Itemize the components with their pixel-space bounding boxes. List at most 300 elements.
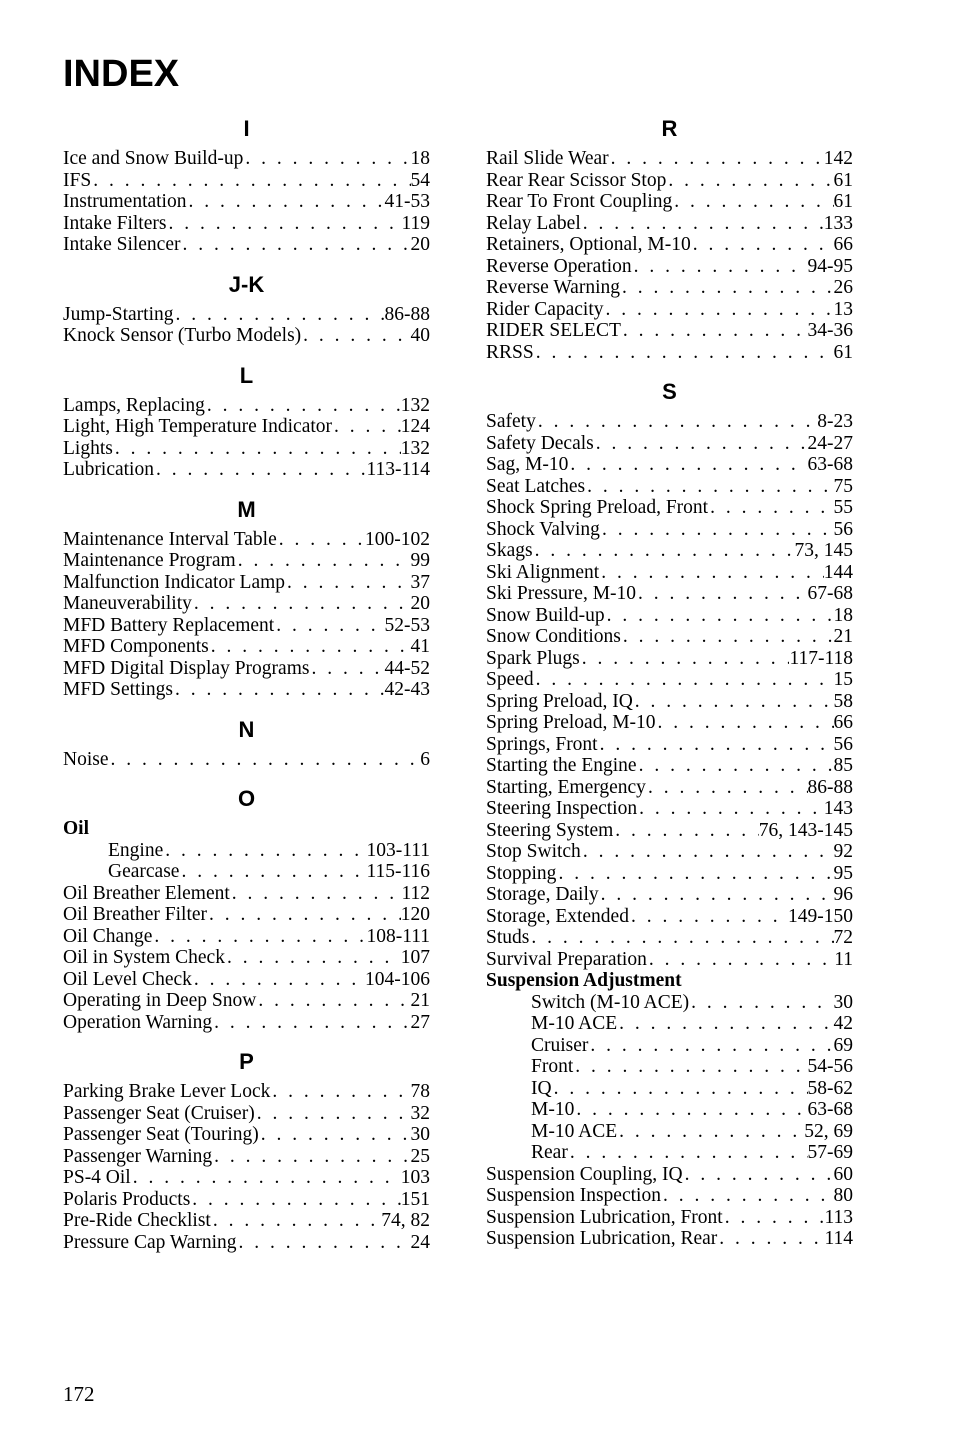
entry-label: Ice and Snow Build-up: [63, 148, 244, 169]
dot-leader: [605, 605, 834, 627]
entry-label: Studs: [486, 927, 530, 948]
entry-pages: 133: [823, 212, 853, 234]
dot-leader: [277, 529, 365, 551]
index-entry: [486, 170, 853, 192]
dot-leader: [588, 1035, 833, 1057]
entry-pages: 149-150: [788, 905, 853, 927]
entry-label: Survival Preparation: [486, 948, 647, 970]
index-entry: [486, 320, 853, 342]
index-entry: [63, 990, 430, 1012]
entry-pages: 66: [833, 712, 853, 733]
entry-pages: 113-114: [366, 459, 430, 480]
dot-leader: [166, 213, 401, 235]
entry-pages: 132: [400, 437, 430, 459]
entry-label: Rear: [531, 1142, 568, 1163]
entry-label: Spring Preload, M-10: [486, 712, 656, 733]
entry-pages: 61: [833, 169, 853, 191]
index-entry: [486, 148, 853, 170]
index-entry: [486, 497, 853, 519]
entry-pages: 57-69: [807, 1142, 853, 1163]
index-entry: [486, 841, 853, 863]
index-entry: [486, 626, 853, 648]
index-entry: [486, 691, 853, 713]
index-entry: [63, 438, 430, 460]
entry-pages: 73, 145: [794, 540, 853, 561]
entry-pages: 26: [833, 277, 853, 298]
entry-pages: 142: [823, 148, 853, 169]
dot-leader: [209, 636, 411, 658]
entry-pages: 24-27: [807, 432, 853, 454]
dot-leader: [173, 679, 385, 701]
entry-label: Ski Alignment: [486, 561, 600, 583]
entry-label: Lamps, Replacing: [63, 394, 205, 416]
index-entry: [63, 947, 430, 969]
dot-leader: [534, 342, 834, 364]
index-entry: [486, 583, 853, 605]
entry-pages: 120: [400, 904, 430, 925]
index-section: [63, 715, 430, 771]
dot-leader: [620, 277, 834, 299]
index-column-left: [63, 112, 430, 1267]
index-entry: [486, 562, 853, 584]
entry-label: Oil Breather Element: [63, 882, 230, 904]
entry-label: Storage, Extended: [486, 905, 629, 927]
entry-label: Malfunction Indicator Lamp: [63, 571, 286, 593]
entry-pages: 18: [410, 148, 430, 169]
dot-leader: [609, 148, 824, 170]
dot-leader: [594, 433, 808, 455]
index-entry: [63, 572, 430, 594]
index-entry: [486, 949, 853, 971]
dot-leader: [617, 1121, 804, 1143]
dot-leader: [617, 1013, 833, 1035]
entry-pages: 92: [833, 841, 853, 862]
entry-label: MFD Components: [63, 636, 209, 657]
index-entry: [486, 798, 853, 820]
dot-leader: [285, 572, 410, 594]
dot-leader: [632, 256, 808, 278]
entry-label: Maintenance Interval Table: [63, 528, 277, 550]
entry-pages: 55: [833, 497, 853, 518]
section-letter: M: [237, 496, 256, 522]
index-entry: [63, 170, 430, 192]
entry-pages: 143: [823, 798, 853, 819]
index-entry: [63, 213, 430, 235]
dot-leader: [637, 798, 824, 820]
dot-leader: [656, 712, 834, 734]
entry-label: Intake Silencer: [63, 234, 181, 255]
entry-pages: 58-62: [807, 1077, 853, 1099]
section-letter: J-K: [228, 271, 265, 297]
entry-label: Operation Warning: [63, 1011, 213, 1033]
index-entry: [486, 342, 853, 364]
entry-pages: 108-111: [366, 925, 430, 947]
dot-leader: [174, 304, 385, 326]
entry-label: Polaris Products: [63, 1188, 191, 1210]
dot-leader: [274, 615, 384, 637]
dot-leader: [574, 1099, 807, 1121]
index-entry: [486, 540, 853, 562]
index-subentry: [486, 1035, 853, 1057]
index-entry: [63, 1232, 430, 1254]
entry-pages: 56: [833, 733, 853, 755]
index-section: [63, 114, 430, 256]
dot-leader: [237, 1232, 411, 1254]
dot-leader: [152, 926, 366, 948]
entry-label: Light, High Temperature Indicator: [63, 416, 333, 437]
entry-label: Retainers, Optional, M-10: [486, 234, 691, 255]
entry-pages: 20: [410, 234, 430, 255]
entry-label: Pressure Cap Warning: [63, 1231, 237, 1253]
entry-label: Suspension Lubrication, Front: [486, 1206, 723, 1228]
dot-leader: [666, 170, 833, 192]
entry-pages: 42-43: [384, 679, 430, 700]
entry-pages: 103: [400, 1167, 430, 1188]
entry-label: MFD Settings: [63, 679, 173, 700]
index-subentry: [63, 861, 430, 883]
index-entry: [486, 605, 853, 627]
entry-label: Snow Conditions: [486, 626, 621, 647]
index-entry: [63, 658, 430, 680]
index-subentry: [63, 840, 430, 862]
index-entry: [63, 459, 430, 481]
entry-label: Intake Filters: [63, 212, 167, 234]
entry-pages: 56: [833, 518, 853, 540]
entry-label: Switch (M-10 ACE): [531, 991, 690, 1013]
index-entry: [63, 1210, 430, 1232]
index-entry: [486, 820, 853, 842]
index-entry: [63, 1167, 430, 1189]
entry-label: Sag, M-10: [486, 454, 569, 475]
dot-leader: [163, 840, 366, 862]
dot-leader: [109, 749, 421, 771]
dot-leader: [691, 234, 834, 256]
entry-pages: 11: [834, 948, 853, 970]
section-letter: P: [239, 1049, 254, 1074]
entry-label: Oil in System Check: [63, 947, 225, 968]
entry-label: Suspension Lubrication, Rear: [486, 1228, 718, 1249]
dot-leader: [708, 497, 833, 519]
index-entry: [486, 927, 853, 949]
index-entry: [486, 433, 853, 455]
entry-pages: 61: [833, 341, 853, 363]
index-entry: [63, 529, 430, 551]
entry-pages: 95: [833, 862, 853, 884]
index-entry: [486, 234, 853, 256]
entry-label: Cruiser: [531, 1034, 589, 1056]
entry-pages: 63-68: [807, 1099, 853, 1120]
entry-pages: 119: [401, 212, 430, 234]
entry-label: Operating in Deep Snow: [63, 990, 257, 1011]
entry-label: Safety Decals: [486, 432, 594, 454]
entry-label: Suspension Inspection: [486, 1185, 661, 1206]
entry-pages: 103-111: [366, 839, 430, 861]
entry-pages: 124: [400, 416, 430, 437]
entry-pages: 8-23: [817, 411, 853, 432]
dot-leader: [190, 1189, 400, 1211]
index-entry: [486, 1207, 853, 1229]
section-letter: I: [243, 116, 250, 141]
dot-leader: [256, 990, 410, 1012]
entry-label: Maintenance Program: [63, 550, 236, 571]
dot-leader: [552, 1078, 808, 1100]
entry-pages: 144: [823, 561, 853, 583]
entry-label: Rail Slide Wear: [486, 148, 609, 169]
dot-leader: [598, 734, 834, 756]
index-entry: [486, 734, 853, 756]
entry-pages: 85: [833, 755, 853, 776]
entry-pages: 30: [410, 1124, 430, 1145]
entry-label: Maneuverability: [63, 593, 192, 614]
dot-leader: [536, 411, 817, 433]
dot-leader: [629, 906, 788, 928]
index-entry: [63, 615, 430, 637]
index-subentry: [486, 1013, 853, 1035]
index-subentry: [486, 1142, 853, 1164]
entry-label: Speed: [486, 669, 534, 690]
entry-pages: 24: [410, 1231, 430, 1253]
index-entry: [63, 550, 430, 572]
entry-pages: 27: [410, 1011, 430, 1033]
dot-leader: [600, 519, 834, 541]
index-entry: [63, 1103, 430, 1125]
index-entry: [63, 234, 430, 256]
dot-leader: [636, 583, 807, 605]
dot-leader: [534, 669, 834, 691]
index-entry: [486, 906, 853, 928]
entry-label: RRSS: [486, 341, 534, 363]
entry-pages: 32: [410, 1102, 430, 1124]
entry-pages: 61: [833, 191, 853, 212]
dot-leader: [309, 658, 384, 680]
dot-leader: [633, 691, 834, 713]
dot-leader: [581, 841, 834, 863]
index-subentry: [486, 1099, 853, 1121]
entry-pages: 80: [833, 1185, 853, 1206]
index-subentry: [486, 992, 853, 1014]
page-title: INDEX: [63, 53, 180, 95]
dot-leader: [205, 395, 401, 417]
index-entry: [63, 904, 430, 926]
entry-pages: 41: [410, 636, 430, 657]
index-entry: [486, 648, 853, 670]
dot-leader: [113, 438, 401, 460]
dot-leader: [689, 992, 833, 1014]
dot-leader: [131, 1167, 401, 1189]
entry-label: Noise: [63, 748, 109, 770]
entry-pages: 42: [833, 1013, 853, 1034]
page-number: 172: [63, 1382, 95, 1406]
entry-label: Lubrication: [63, 459, 154, 480]
index-section: [63, 784, 430, 1033]
dot-leader: [230, 883, 402, 905]
dot-leader: [186, 191, 384, 213]
dot-leader: [637, 755, 834, 777]
index-entry: [486, 519, 853, 541]
entry-label: RIDER SELECT: [486, 320, 621, 341]
entry-pages: 6: [420, 748, 430, 770]
index-section: [63, 270, 430, 347]
entry-label: Ski Pressure, M-10: [486, 583, 637, 604]
index-entry: [63, 969, 430, 991]
entry-label: M-10 ACE: [531, 1120, 618, 1142]
index-section: [63, 361, 430, 481]
dot-leader: [533, 540, 795, 562]
entry-label: Passenger Warning: [63, 1145, 213, 1167]
dot-leader: [646, 777, 808, 799]
entry-pages: 40: [410, 325, 430, 346]
entry-label: IQ: [531, 1077, 552, 1099]
index-entry: [486, 476, 853, 498]
entry-label: Steering Inspection: [486, 798, 638, 819]
dot-leader: [581, 213, 824, 235]
entry-pages: 60: [833, 1163, 853, 1185]
index-entry: [63, 304, 430, 326]
dot-leader: [599, 884, 834, 906]
entry-label: Shock Valving: [486, 518, 600, 540]
entry-label: MFD Battery Replacement: [63, 614, 275, 636]
index-entry: [486, 863, 853, 885]
dot-leader: [91, 170, 410, 192]
index-entry: [486, 1185, 853, 1207]
entry-pages: 75: [833, 475, 853, 497]
entry-label: Front: [531, 1056, 574, 1077]
index-entry: [63, 926, 430, 948]
index-entry: [486, 1228, 853, 1250]
index-entry: [486, 277, 853, 299]
index-entry: [63, 636, 430, 658]
dot-leader: [672, 191, 833, 213]
index-entry: [486, 1164, 853, 1186]
entry-pages: 52, 69: [804, 1120, 853, 1142]
index-section: [63, 1047, 430, 1253]
entry-pages: 117-118: [789, 647, 853, 669]
dot-leader: [192, 969, 365, 991]
index-entry: [63, 679, 430, 701]
index-entry: [486, 191, 853, 213]
entry-label: Oil Change: [63, 925, 153, 947]
entry-pages: 132: [400, 394, 430, 416]
dot-leader: [301, 325, 410, 347]
entry-label: Shock Spring Preload, Front: [486, 497, 709, 518]
entry-pages: 44-52: [384, 657, 430, 679]
dot-leader: [255, 1103, 411, 1125]
entry-pages: 86-88: [807, 776, 853, 798]
entry-pages: 66: [833, 234, 853, 255]
index-section: [486, 377, 853, 1250]
index-section: [63, 495, 430, 701]
entry-pages: 54-56: [807, 1056, 853, 1077]
dot-leader: [207, 904, 401, 926]
entry-label: Starting, Emergency: [486, 776, 646, 798]
dot-leader: [270, 1081, 410, 1103]
entry-label: Rear Rear Scissor Stop: [486, 169, 667, 191]
entry-pages: 112: [401, 882, 430, 904]
entry-label: Storage, Daily: [486, 884, 599, 905]
dot-leader: [613, 820, 758, 842]
section-letter: L: [239, 362, 254, 388]
entry-pages: 96: [833, 884, 853, 905]
dot-leader: [192, 593, 411, 615]
dot-leader: [236, 550, 411, 572]
entry-label: Engine: [108, 839, 164, 861]
entry-label: Gearcase: [108, 861, 180, 882]
entry-pages: 104-106: [365, 968, 430, 990]
entry-label: Oil Level Check: [63, 968, 192, 990]
entry-pages: 67-68: [807, 583, 853, 604]
dot-leader: [259, 1124, 411, 1146]
dot-leader: [580, 648, 790, 670]
dot-leader: [723, 1207, 825, 1229]
dot-leader: [717, 1228, 824, 1250]
index-entry: [486, 777, 853, 799]
dot-leader: [573, 1056, 807, 1078]
entry-pages: 151: [400, 1188, 430, 1210]
index-entry: [63, 1146, 430, 1168]
index-entry: [63, 1012, 430, 1034]
entry-pages: 74, 82: [381, 1210, 430, 1231]
index-heading-entry: Oil: [63, 818, 90, 839]
entry-pages: 20: [410, 593, 430, 614]
entry-label: Stopping: [486, 862, 557, 884]
entry-pages: 63-68: [807, 454, 853, 475]
entry-pages: 21: [410, 990, 430, 1011]
entry-pages: 113: [824, 1206, 853, 1228]
entry-label: Jump-Starting: [63, 303, 174, 325]
index-entry: [486, 755, 853, 777]
entry-pages: 58: [833, 690, 853, 712]
entry-pages: 107: [400, 947, 430, 968]
index-entry: [63, 1081, 430, 1103]
index-entry: [486, 411, 853, 433]
dot-leader: [683, 1164, 834, 1186]
entry-label: M-10 ACE: [531, 1013, 618, 1034]
index-entry: [486, 256, 853, 278]
entry-label: Spark Plugs: [486, 647, 580, 669]
index-entry: [486, 213, 853, 235]
entry-label: Suspension Coupling, IQ: [486, 1163, 683, 1185]
dot-leader: [556, 863, 833, 885]
index-entry: [486, 712, 853, 734]
dot-leader: [599, 562, 824, 584]
entry-pages: 100-102: [365, 528, 430, 550]
entry-pages: 25: [410, 1145, 430, 1167]
index-heading-entry: Suspension Adjustment: [486, 970, 682, 991]
entry-label: Rear To Front Coupling: [486, 191, 673, 212]
entry-label: Snow Build-up: [486, 604, 605, 626]
entry-pages: 86-88: [384, 303, 430, 325]
dot-leader: [179, 861, 366, 883]
section-letter: N: [238, 716, 255, 742]
index-entry: [63, 883, 430, 905]
index-entry: [486, 454, 853, 476]
entry-pages: 13: [833, 298, 853, 320]
entry-label: Seat Latches: [486, 475, 586, 497]
dot-leader: [225, 947, 401, 969]
entry-pages: 76, 143-145: [758, 819, 853, 841]
entry-pages: 99: [410, 550, 430, 571]
dot-leader: [604, 299, 834, 321]
entry-pages: 78: [410, 1081, 430, 1102]
dot-leader: [212, 1146, 410, 1168]
entry-pages: 115-116: [366, 861, 430, 882]
index-subentry: [486, 1078, 853, 1100]
entry-label: Skags: [486, 540, 533, 561]
entry-pages: 21: [833, 626, 853, 647]
index-entry: [63, 416, 430, 438]
entry-pages: 15: [833, 669, 853, 690]
entry-label: Reverse Warning: [486, 277, 620, 298]
